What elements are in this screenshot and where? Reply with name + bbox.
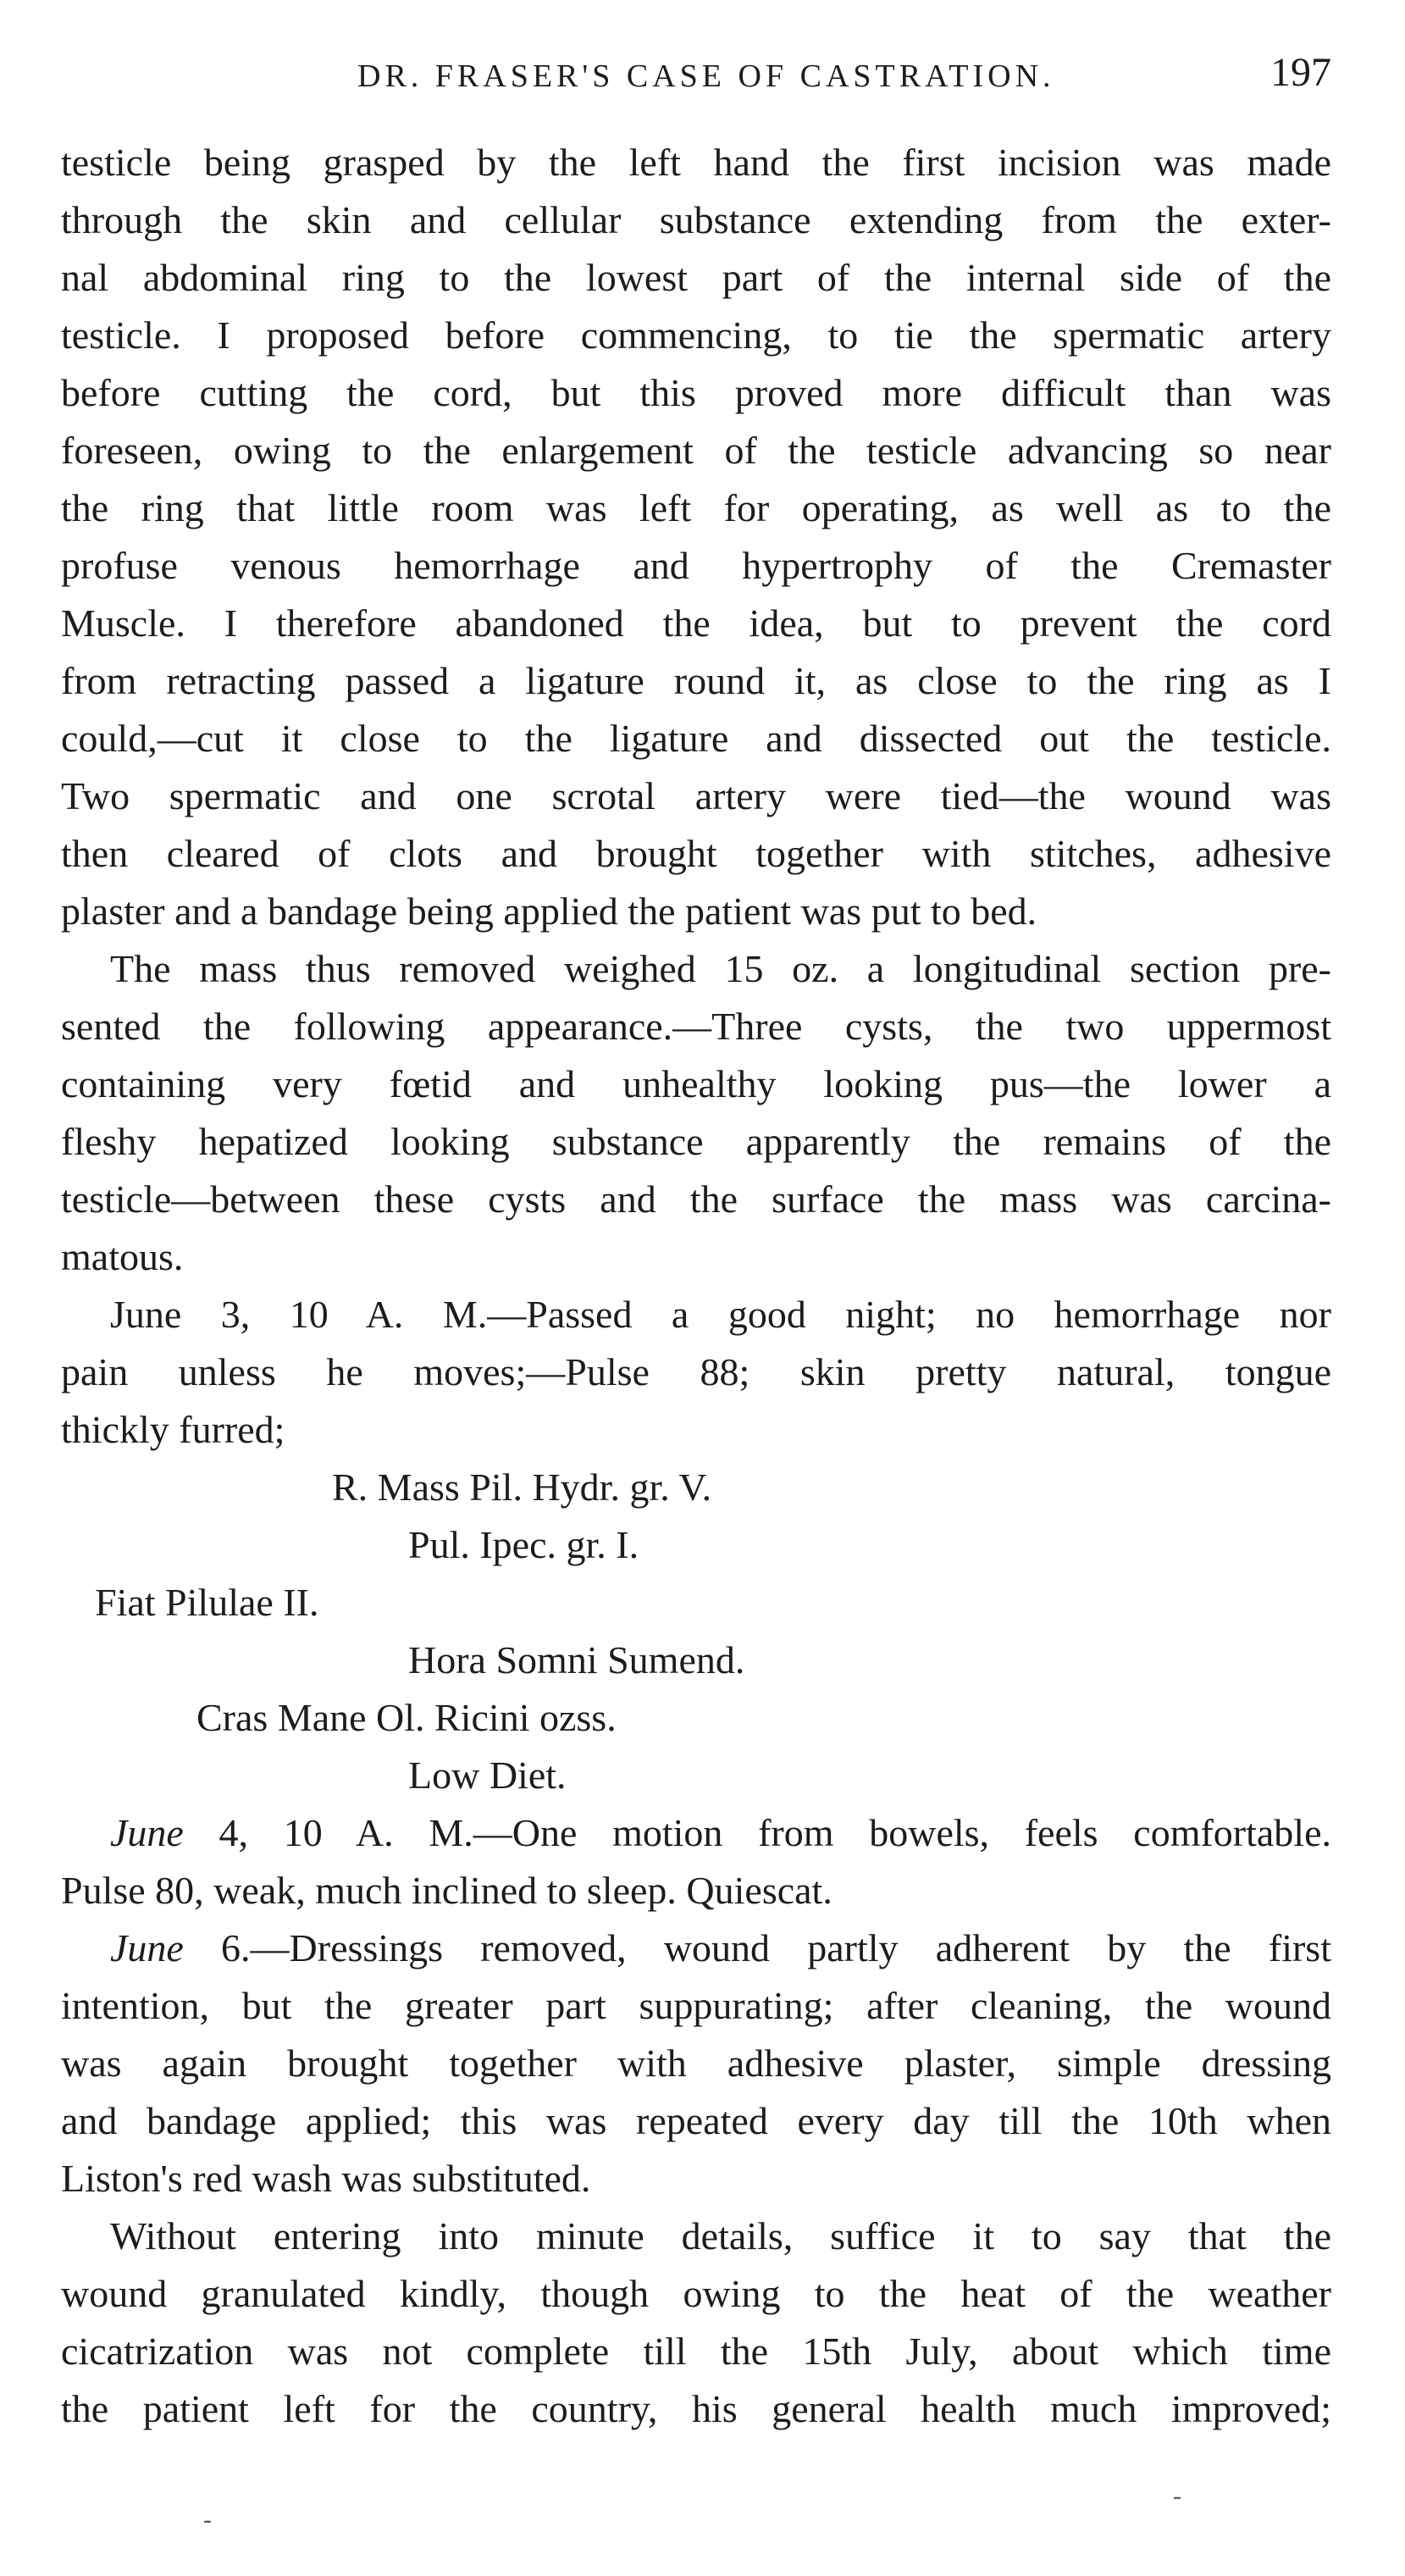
text-line: before cutting the cord, but this proved more difficult than was [61,371,1331,414]
text-line: and bandage applied; this was repeated every day till the 10th when [61,2099,1331,2142]
text-line: Muscle. I therefore abandoned the idea, but to prevent the cord [61,601,1331,645]
text-line: cicatrization was not complete till the 15th July, about which time [61,2329,1331,2373]
prescription-line: Pul. Ipec. gr. I. [408,1523,639,1566]
print-speck: - [203,2506,212,2534]
text-line [61,1804,1331,1862]
date-label: June [110,1811,184,1854]
text-line: profuse venous hemorrhage and hypertrophy of the Cremaster [61,544,1331,587]
text-line: thickly furred; [61,1408,285,1451]
text-run: 6.—Dressings removed, wound partly adherent by the first [221,1926,1331,1969]
text-line: Pulse 80, weak, much inclined to sleep. Quiescat. [61,1869,832,1912]
text-line: containing very fœtid and unhealthy looking pus—the lower a [61,1062,1331,1105]
paragraph-june-6 [61,1920,1331,2208]
text-line: pain unless he moves;—Pulse 88; skin pretty natural, tongue [61,1350,1331,1393]
text-line: the patient left for the country, his general health much improved; [61,2387,1331,2430]
prescription [61,1459,1331,1804]
text-line: through the skin and cellular substance extending from the exter- [61,198,1331,241]
text-line: fleshy hepatized looking substance apparently the remains of the [61,1120,1331,1163]
text-line: could,—cut it close to the ligature and dissected out the testicle. [61,717,1331,760]
body-text [61,134,1331,2438]
print-speck: - [1173,2482,1181,2510]
text-line: sented the following appearance.—Three cysts, the two uppermost [61,1005,1331,1048]
text-line: was again brought together with adhesive plaster, simple dressing [61,2041,1331,2085]
text-line: testicle being grasped by the left hand the first incision was made [61,141,1331,184]
prescription-line: Low Diet. [408,1753,567,1797]
text-line: intention, but the greater part suppurating; after cleaning, the wound [61,1984,1331,2027]
text-line: The mass thus removed weighed 15 oz. a longitudinal section pre- [110,947,1331,990]
text-line: then cleared of clots and brought together with stitches, adhesive [61,832,1331,875]
prescription-line: Fiat Pilulae II. [95,1581,319,1624]
text-line: plaster and a bandage being applied the patient was put to bed. [61,889,1037,933]
text-line: the ring that little room was left for operating, as well as to the [61,486,1331,529]
page-number: 197 [1270,50,1331,95]
running-head: DR. FRASER'S CASE OF CASTRATION. [357,58,1055,94]
text-line: nal abdominal ring to the lowest part of the internal side of the [61,256,1331,299]
page-header [61,49,1331,108]
text-run: 4, 10 A. M.—One motion from bowels, feels comfortable. [218,1811,1332,1854]
text-line: wound granulated kindly, though owing to the heat of the weather [61,2272,1331,2315]
text-line [61,1920,1331,1977]
text-line: Two spermatic and one scrotal artery were tied—the wound was [61,774,1331,817]
prescription-line: Hora Somni Sumend. [408,1638,745,1681]
text-line: testicle—between these cysts and the surface the mass was carcina- [61,1177,1331,1221]
text-line: testicle. I proposed before commencing, to tie the spermatic artery [61,313,1331,357]
paragraph-operation [61,134,1331,940]
paragraph-recovery [61,2208,1331,2438]
paragraph-june-4 [61,1804,1331,1920]
date-label: June [110,1926,184,1969]
prescription-line: R. Mass Pil. Hydr. gr. V. [332,1465,712,1509]
text-line: foreseen, owing to the enlargement of the testicle advancing so near [61,429,1331,472]
text-line: Liston's red wash was substituted. [61,2157,591,2200]
paragraph-mass-description [61,940,1331,1286]
text-line: June 3, 10 A. M.—Passed a good night; no hemorrhage nor [110,1293,1331,1336]
paragraph-june-3 [61,1286,1331,1459]
prescription-line: Cras Mane Ol. Ricini ozss. [196,1696,617,1739]
text-line: from retracting passed a ligature round it, as close to the ring as I [61,659,1331,702]
text-line: Without entering into minute details, suffice it to say that the [110,2214,1331,2257]
text-line: matous. [61,1235,184,1278]
